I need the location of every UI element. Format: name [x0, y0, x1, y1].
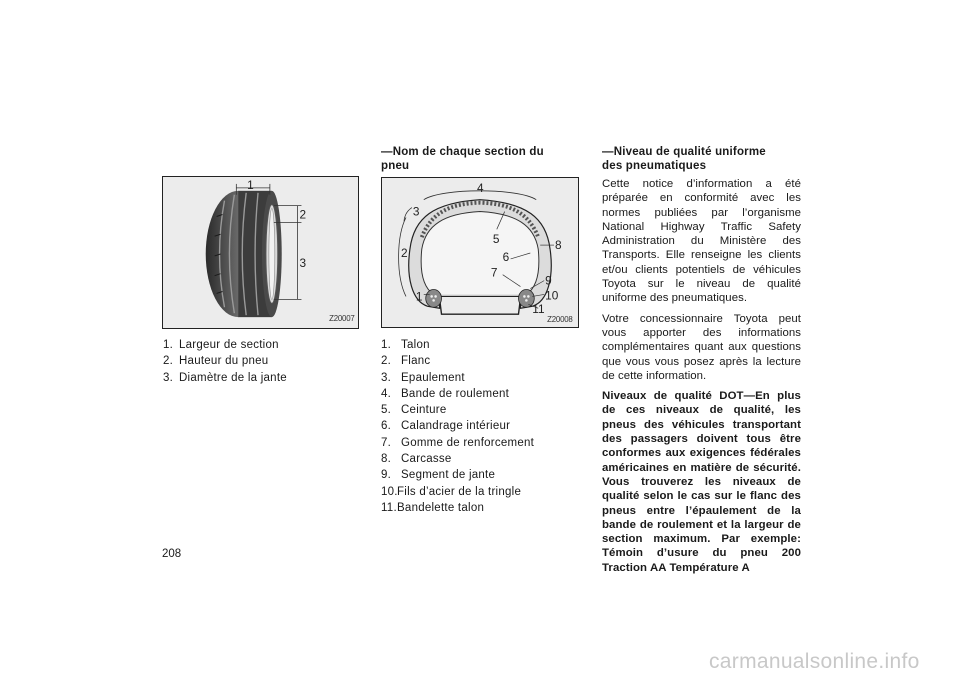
watermark: carmanualsonline.info [709, 650, 920, 673]
list-item: 3. Diamètre de la jante [163, 371, 287, 384]
callout-2: 2 [401, 245, 408, 260]
list-item: 5. Ceinture [381, 404, 447, 417]
dimension-legend [163, 337, 353, 386]
callout-8: 8 [554, 238, 562, 253]
callout-10: 10 [545, 288, 559, 303]
list-item: 1. Talon [381, 339, 430, 351]
paragraph: Cette notice d’information a été préparée en conformité avec les normes publiées par l’organisme National Highway Traffic Safety Administration du Ministère des Transports. Elle renseigne les clients et/ou clients potentiels de véhicules Toyota sur le niveau de qualité uniforme des pneumatiques. [602, 178, 801, 305]
callout-1: 1 [247, 177, 254, 192]
list-item: 1. Largeur de section [163, 339, 279, 351]
tire-cross-section-illustration [382, 178, 578, 327]
tire-parts-legend [381, 337, 581, 516]
callout-5: 5 [492, 232, 500, 247]
callout-1: 1 [415, 289, 423, 304]
callout-3: 3 [412, 204, 420, 219]
callout-6: 6 [502, 249, 510, 264]
list-item: 2. Hauteur du pneu [163, 355, 269, 368]
callout-9: 9 [545, 273, 552, 288]
paragraph-dot-quality: Niveaux de qualité DOT—En plus de ces niveaux de qualité, les pneus des véhicules transportant des passagers doivent tous être conformes aux exigences fédérales américaines en matière de sécurité. Vous trouverez les niveaux de qualité selon le cas sur le flanc des pneus entre l’épaulement de la bande de roulement et la largeur de section maximum. Par exemple: Témoin d’usure du pneu 200 Traction AA Température A [602, 390, 801, 574]
page-number: 208 [162, 548, 182, 560]
figure-code: Z20008 [547, 315, 573, 325]
list-item: 3. Epaulement [381, 371, 465, 384]
list-item: 6. Calandrage intérieur [381, 420, 511, 433]
callout-4: 4 [477, 180, 484, 195]
section-heading-uniform-quality: —Niveau de qualité uniforme [602, 146, 766, 158]
list-item: 4. Bande de roulement [381, 387, 510, 400]
section-uniform-tire-quality: —Niveau de qualité uniforme des pneumatiques Cette notice d’information a été préparée en conformité avec les normes publiées par l’organisme National Highway Traffic Safety Administration du Ministère des Transports. Elle renseigne les clients et/ou clients potentiels de véhicules Toyota sur le niveau de qualité uniforme des pneumatiques. Votre concessionnaire Toyota peut vous apporter des informations complémentaires quant aux questions que vous vous posez après la lecture de cette information. Niveaux de qualité DOT—En plus de ces niveaux de qualité, les pneus des véhicules transportant des passagers doivent tous être conformes aux exigences fédérales américaines en matière de sécurité. Vous trouverez les niveaux de qualité selon le cas sur le flanc des pneus entre l’épaulement de la bande de roulement et la largeur de section maximum. Par exemple: Témoin d’usure du pneu 200 Traction AA Température A [602, 146, 801, 574]
list-item: 7. Gomme de renforcement [381, 436, 535, 449]
callout-2: 2 [299, 207, 307, 222]
list-item: 8. Carcasse [381, 453, 452, 466]
paragraph: Votre concessionnaire Toyota peut vous apporter des informations complémentaires quant aux questions que vous vous posez après la lecture de cette information. [602, 312, 801, 382]
callout-11: 11 [532, 302, 545, 317]
list-item: 2. Flanc [381, 355, 431, 368]
list-item: 11. Bandelette talon [381, 501, 485, 514]
callout-3: 3 [299, 255, 307, 270]
figure-code: Z20007 [329, 314, 355, 324]
list-item: 10. Fils d’acier de la tringle [381, 485, 522, 498]
figure-tire-dimensions [162, 176, 359, 329]
list-item: 9. Segment de jante [381, 469, 496, 482]
tire-dimensions-illustration [163, 177, 358, 328]
callout-7: 7 [490, 265, 498, 280]
section-heading-tire-parts: —Nom de chaque section du pneu [381, 146, 544, 172]
figure-tire-cross-section [381, 177, 579, 328]
